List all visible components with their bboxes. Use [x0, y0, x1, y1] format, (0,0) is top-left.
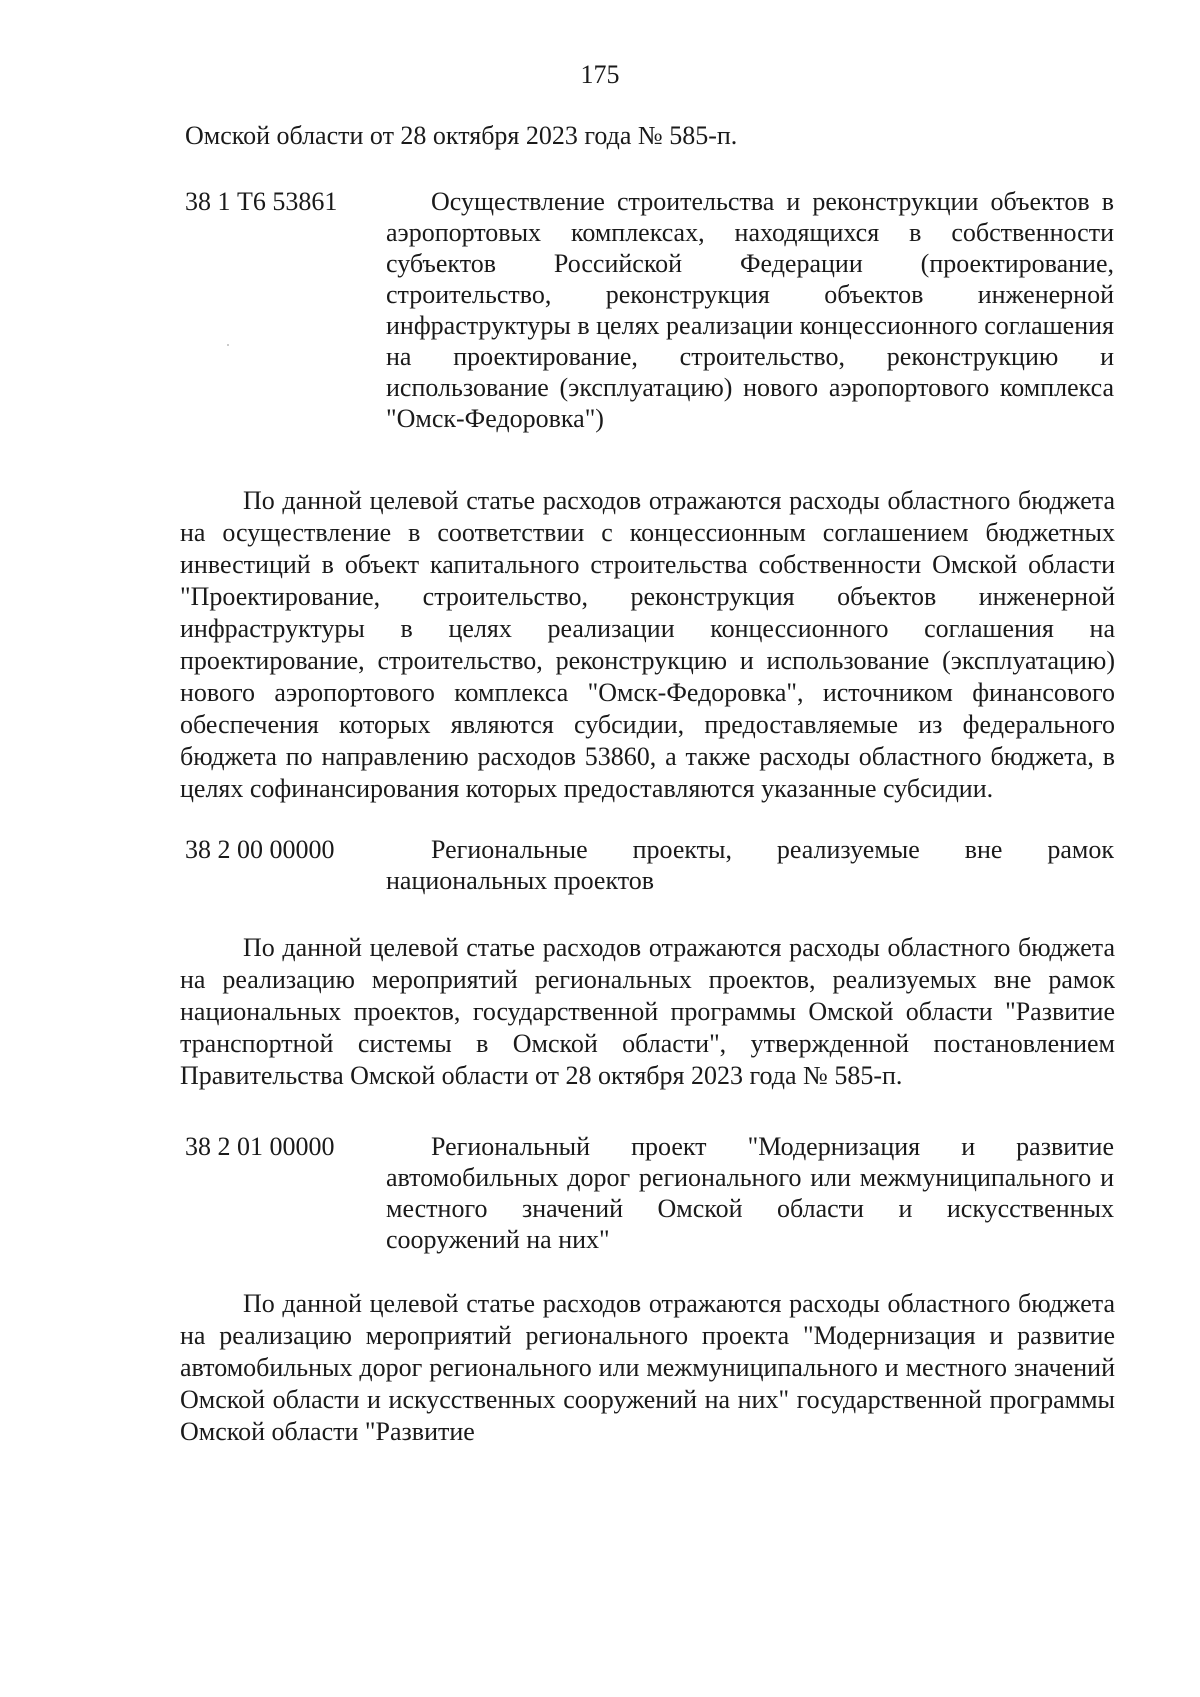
entry-title: Региональные проекты, реализуемые вне рамок национальных проектов [386, 835, 1114, 895]
entry-code: 38 1 Т6 53861 [185, 187, 338, 216]
entry-title: Региональный проект "Модернизация и развитие автомобильных дорог регионального или межмуниципального и местного значений Омской области и искусственных сооружений на них" [386, 1132, 1114, 1254]
entry-description: По данной целевой статье расходов отражаются расходы областного бюджета на реализацию мероприятий региональных проектов, реализуемых вне рамок национальных проектов, государственной программы Омской области "Развитие транспортной системы в Омской области", утвержденной постановлением Правительства Омской области от 28 октября 2023 года № 585-п. [180, 933, 1115, 1090]
entry-title: Осуществление строительства и реконструкции объектов в аэропортовых комплексах, находящихся в собственности субъектов Российской Федерации (проектирование, строительство, реконструкция объектов инженерной инфраструктуры в целях реализации концессионного соглашения на проектирование, строительство, реконструкцию и использование (эксплуатацию) нового аэропортового комплекса "Омск-Федоровка") [386, 187, 1115, 433]
entry-code: 38 2 00 00000 [185, 835, 335, 864]
entry-description: По данной целевой статье расходов отражаются расходы областного бюджета на реализацию мероприятий регионального проекта "Модернизация и развитие автомобильных дорог регионального или межмуниципального и местного значений Омской области и искусственных сооружений на них" государственной программы Омской области "Развитие [180, 1289, 1115, 1446]
page-number: 175 [580, 60, 620, 89]
scan-speck [227, 344, 229, 346]
entry-code: 38 2 01 00000 [185, 1132, 335, 1161]
continuation-text: Омской области от 28 октября 2023 года № 585-п. [185, 121, 738, 150]
entry-description: По данной целевой статье расходов отражаются расходы областного бюджета на осуществление в соответствии с концессионным соглашением бюджетных инвестиций в объект капитального строительства собственности Омской области "Проектирование, строительство, реконструкция объектов инженерной инфраструктуры в целях реализации концессионного соглашения на проектирование, строительство, реконструкцию и использование (эксплуатацию) нового аэропортового комплекса "Омск-Федоровка", источником финансового обеспечения которых являются субсидии, предоставляемые из федерального бюджета по направлению расходов 53860, а также расходы областного бюджета, в целях софинансирования которых предоставляются указанные субсидии. [180, 486, 1115, 803]
